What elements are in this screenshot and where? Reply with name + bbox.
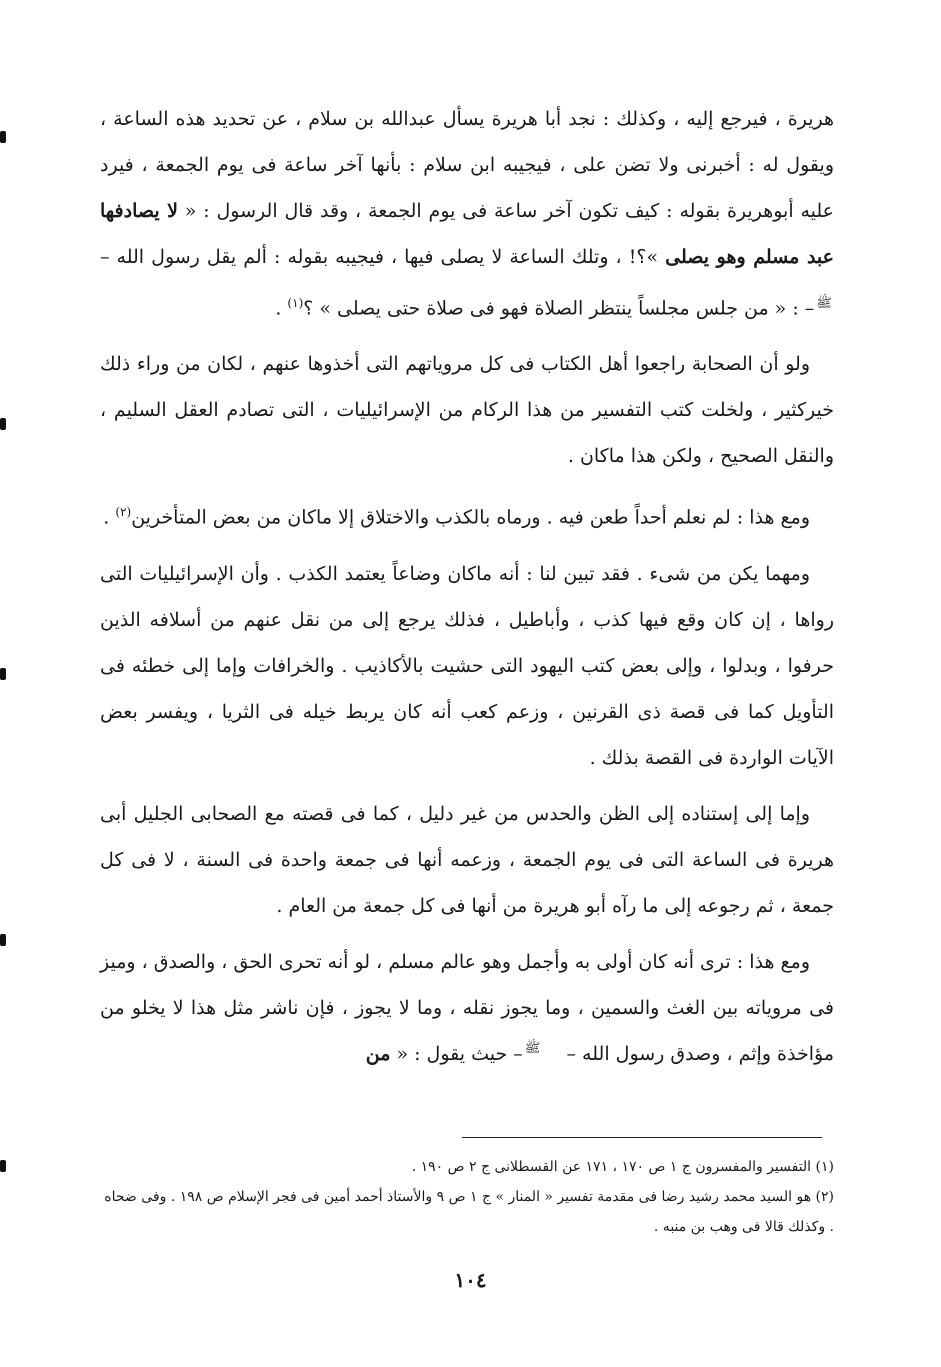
pbuh-glyph: ﷺ: [524, 1041, 541, 1057]
paragraph-3: ومع هذا : لم نعلم أحداً طعن فيه . ورماه بالكذب والاختلاق إلا ماكان من بعض المتأخرين$^{(٢)}$ .: [103, 505, 810, 529]
margin-mark: [0, 418, 6, 430]
margin-mark: [0, 131, 6, 143]
main-text: [100, 96, 834, 1087]
footnote-1: (١) التفسير والمفسرون ج ١ ص ١٧٠ ، ١٧١ عن القسطلانى ج ٢ ص ١٩٠ .: [411, 1159, 834, 1175]
hadith-quote-start: من: [365, 1042, 391, 1065]
paragraph-1: هريرة ، فيرجع إليه ، وكذلك : نجد أبا هريرة يسأل عبدالله بن سلام ، عن تحديد هذه الساعة ، ويقول له : أخبرنى ولا تضن على ، فيجيبه ابن سلام : بأنها آخر ساعة فى يوم الجمعة ، فيرد عليه أبوهريرة بقوله : كيف تكون آخر ساعة فى يوم الجمعة ، وقد قال الرسول : « لا يصادفها عبد مسلم وهو يصلى »؟! ، وتلك الساعة لا يصلى فيها ، فيجيبه بقوله : ألم يقل رسول الله –ﷺ– : « من جلس مجلساً ينتظر الصلاة فهو فى صلاة حتى يصلى » ؟$^{(١)}$ .: [100, 108, 834, 320]
footnote-2: (٢) هو السيد محمد رشيد رضا فى مقدمة تفسير « المنار » ج ١ ص ٩ والأستاذ أحمد أمين فى فجر الإسلام ص ١٩٨ . وفى ضحاه . وكذلك قالا فى وهب بن منبه .: [104, 1189, 834, 1235]
footnotes: [100, 1152, 834, 1242]
paragraph-2: ولو أن الصحابة راجعوا أهل الكتاب فى كل مروياتهم التى أخذوها عنهم ، لكان من وراء ذلك خيركثير ، ولخلت كتب التفسير من هذا الركام من الإسرائيليات ، التى تصادم العقل السليم ، والنقل الصحيح ، ولكن هذا ماكان .: [100, 353, 834, 468]
paragraph-6: ومع هذا : ترى أنه كان أولى به وأجمل وهو عالم مسلم ، لو أنه تحرى الحق ، والصدق ، وميز فى مروياته بين الغث والسمين ، وما يجوز نقله ، وما لا يجوز ، فإن ناشر مثل هذا لا يخلو من مؤاخذة وإثم ، وصدق رسول الله –ﷺ– حيث يقول : « من: [100, 950, 834, 1065]
paragraph-5: وإما إلى إستناده إلى الظن والحدس من غير دليل ، كما فى قصته مع الصحابى الجليل أبى هريرة فى الساعة التى فى يوم الجمعة ، وزعمه أنها فى جمعة واحدة فى السنة ، لا فى كل جمعة ، ثم رجوعه إلى ما رآه أبو هريرة من أنها فى كل جمعة من العام .: [100, 802, 834, 917]
pbuh-glyph: ﷺ: [816, 296, 832, 311]
footnote-ref-2: (٢): [115, 505, 132, 520]
hadith-quote: لا يصادفها عبد مسلم وهو يصلى: [100, 200, 834, 268]
margin-mark: [0, 934, 6, 946]
footnote-ref-1: (١): [287, 296, 304, 310]
footnote-separator: [462, 1137, 822, 1138]
page-number: ١٠٤: [454, 1268, 487, 1292]
margin-mark: [0, 1160, 6, 1172]
paragraph-4: ومهما يكن من شىء . فقد تبين لنا : أنه ماكان وضاعاً يعتمد الكذب . وأن الإسرائيليات التى رواها ، إن كان وقع فيها كذب ، وأباطيل ، فذلك يرجع إلى من نقل عنهم من أسلافه الذين حرفوا ، وبدلوا ، وإلى بعض كتب اليهود التى حشيت بالأكاذيب . والخرافات وإما إلى خطئه فى التأويل كما فى قصة ذى القرنين ، وزعم كعب أنه كان يربط خيله فى الثريا ، ويفسر بعض الآيات الواردة فى القصة بذلك .: [100, 562, 834, 769]
margin-mark: [0, 668, 6, 680]
